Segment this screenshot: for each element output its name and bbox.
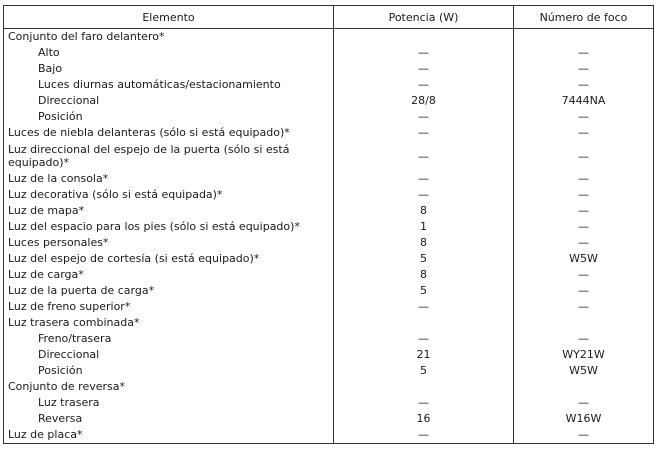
table-body	[4, 29, 654, 444]
cell-element: Luz trasera	[4, 395, 334, 411]
cell-element: Posición	[4, 363, 334, 379]
table-row	[4, 299, 654, 315]
cell-power: —	[334, 187, 514, 203]
header-power: Potencia (W)	[334, 6, 514, 29]
cell-bulb-number: —	[514, 61, 654, 77]
cell-element: Bajo	[4, 61, 334, 77]
table-row	[4, 315, 654, 331]
table-row	[4, 427, 654, 444]
cell-power: 8	[334, 235, 514, 251]
cell-bulb-number: —	[514, 203, 654, 219]
cell-bulb-number: —	[514, 219, 654, 235]
cell-power: 8	[334, 267, 514, 283]
table-row	[4, 379, 654, 395]
cell-bulb-number	[514, 315, 654, 331]
table-row	[4, 125, 654, 141]
cell-power: —	[334, 427, 514, 444]
cell-element: Luz de carga*	[4, 267, 334, 283]
cell-bulb-number: —	[514, 141, 654, 171]
cell-bulb-number: —	[514, 45, 654, 61]
cell-element: Luz de freno superior*	[4, 299, 334, 315]
table-row	[4, 267, 654, 283]
cell-power	[334, 315, 514, 331]
cell-element: Luz del espacio para los pies (sólo si está equipado)*	[4, 219, 334, 235]
cell-power: —	[334, 141, 514, 171]
table-row	[4, 93, 654, 109]
cell-power: —	[334, 171, 514, 187]
header-element: Elemento	[4, 6, 334, 29]
cell-bulb-number	[514, 379, 654, 395]
cell-power: —	[334, 299, 514, 315]
cell-element: Direccional	[4, 347, 334, 363]
table-row	[4, 45, 654, 61]
table-row	[4, 171, 654, 187]
cell-element: Luz del espejo de cortesía (si está equipado)*	[4, 251, 334, 267]
cell-bulb-number	[514, 29, 654, 46]
cell-bulb-number: W5W	[514, 251, 654, 267]
table-row	[4, 283, 654, 299]
table-row	[4, 109, 654, 125]
cell-power: 28/8	[334, 93, 514, 109]
cell-element: Conjunto de reversa*	[4, 379, 334, 395]
cell-power: —	[334, 331, 514, 347]
cell-power: 5	[334, 283, 514, 299]
cell-element: Posición	[4, 109, 334, 125]
cell-power: —	[334, 61, 514, 77]
table-row	[4, 331, 654, 347]
cell-element: Luz decorativa (sólo si está equipada)*	[4, 187, 334, 203]
cell-element: Direccional	[4, 93, 334, 109]
cell-power: —	[334, 77, 514, 93]
cell-element: Luz de mapa*	[4, 203, 334, 219]
cell-power: —	[334, 395, 514, 411]
cell-element: Luz direccional del espejo de la puerta (sólo si está equipado)*	[4, 141, 334, 171]
cell-element: Freno/trasera	[4, 331, 334, 347]
cell-bulb-number: W16W	[514, 411, 654, 427]
cell-element: Luz de placa*	[4, 427, 334, 444]
cell-bulb-number: —	[514, 331, 654, 347]
table-row	[4, 251, 654, 267]
cell-bulb-number: WY21W	[514, 347, 654, 363]
cell-power	[334, 379, 514, 395]
cell-bulb-number: —	[514, 299, 654, 315]
cell-power: 21	[334, 347, 514, 363]
cell-element: Luz trasera combinada*	[4, 315, 334, 331]
table-row	[4, 203, 654, 219]
cell-bulb-number: —	[514, 125, 654, 141]
table-row	[4, 219, 654, 235]
cell-bulb-number: —	[514, 187, 654, 203]
cell-bulb-number: —	[514, 267, 654, 283]
cell-element: Luz de la puerta de carga*	[4, 283, 334, 299]
cell-element: Luces de niebla delanteras (sólo si está equipado)*	[4, 125, 334, 141]
cell-bulb-number: —	[514, 77, 654, 93]
cell-power	[334, 29, 514, 46]
table-row	[4, 363, 654, 379]
header-bulb-number: Número de foco	[514, 6, 654, 29]
cell-power: 8	[334, 203, 514, 219]
cell-bulb-number: —	[514, 427, 654, 444]
cell-bulb-number: —	[514, 109, 654, 125]
table-row	[4, 141, 654, 171]
cell-element: Luz de la consola*	[4, 171, 334, 187]
table-row	[4, 395, 654, 411]
table-row	[4, 29, 654, 46]
cell-bulb-number: W5W	[514, 363, 654, 379]
table-row	[4, 235, 654, 251]
table-row	[4, 77, 654, 93]
cell-power: —	[334, 109, 514, 125]
cell-power: —	[334, 45, 514, 61]
cell-power: 16	[334, 411, 514, 427]
cell-power: 5	[334, 363, 514, 379]
cell-bulb-number: —	[514, 395, 654, 411]
cell-bulb-number: —	[514, 283, 654, 299]
cell-power: 5	[334, 251, 514, 267]
table-row	[4, 61, 654, 77]
table-header-row	[4, 6, 654, 29]
cell-element: Conjunto del faro delantero*	[4, 29, 334, 46]
table-row	[4, 347, 654, 363]
cell-bulb-number: 7444NA	[514, 93, 654, 109]
cell-bulb-number: —	[514, 235, 654, 251]
table-row	[4, 411, 654, 427]
cell-element: Luces personales*	[4, 235, 334, 251]
bulb-specification-table	[3, 5, 654, 444]
table-row	[4, 187, 654, 203]
cell-element: Reversa	[4, 411, 334, 427]
cell-bulb-number: —	[514, 171, 654, 187]
cell-element: Alto	[4, 45, 334, 61]
cell-element: Luces diurnas automáticas/estacionamiento	[4, 77, 334, 93]
cell-power: 1	[334, 219, 514, 235]
cell-power: —	[334, 125, 514, 141]
